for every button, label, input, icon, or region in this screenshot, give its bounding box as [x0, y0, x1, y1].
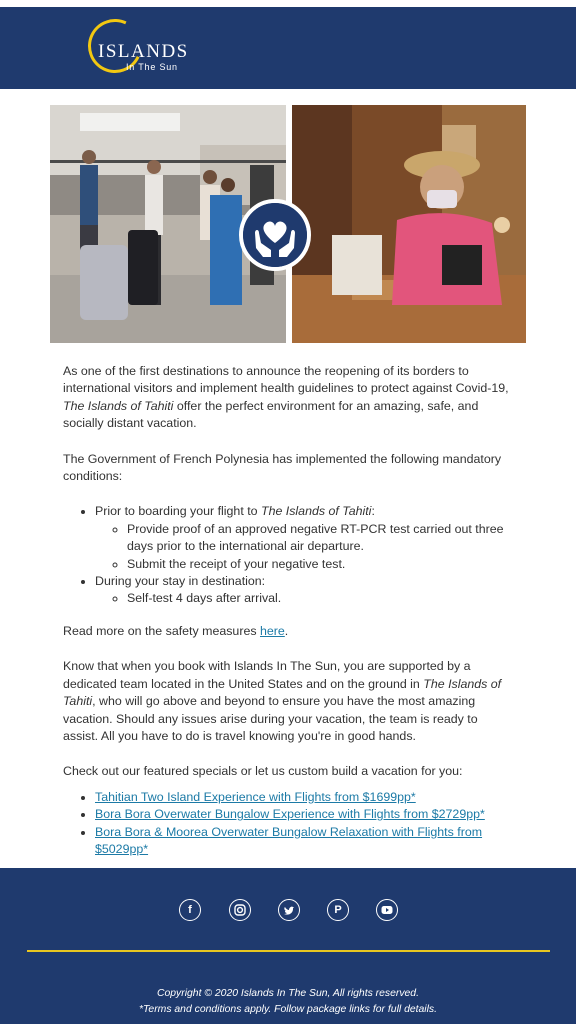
- safety-measures-link[interactable]: here: [259, 623, 285, 638]
- special-link-tahitian-two-island[interactable]: Tahitian Two Island Experience with Flights from $1699pp*: [95, 789, 416, 804]
- read-more-paragraph: Read more on the safety measures here.: [63, 623, 289, 638]
- sub-list: [95, 521, 513, 573]
- youtube-icon[interactable]: [376, 899, 398, 921]
- list-item: ◦ Provide proof of an approved negative RT-PCR test carried out three days prior to the international air departure.: [127, 521, 513, 556]
- government-paragraph: The Government of French Polynesia has implemented the following mandatory conditions:: [63, 451, 502, 484]
- pinterest-icon[interactable]: P: [327, 899, 349, 921]
- footer: [0, 868, 576, 1024]
- list-item: ◦ Self-test 4 days after arrival.: [127, 590, 513, 607]
- social-icons: [0, 899, 576, 923]
- copyright-text: Copyright © 2020 Islands In The Sun, All rights reserved.: [157, 988, 419, 999]
- destination-name: The Islands of Tahiti: [63, 398, 174, 413]
- special-link-bora-bora-moorea[interactable]: Bora Bora & Moorea Overwater Bungalow Relaxation with Flights from $5029pp*: [95, 824, 483, 856]
- header: [0, 7, 576, 89]
- specials-list: [63, 789, 513, 859]
- logo-name: ISLANDS: [98, 41, 189, 62]
- twitter-icon[interactable]: [278, 899, 300, 921]
- terms-text: *Terms and conditions apply. Follow package links for full details.: [138, 1004, 437, 1015]
- email-body: [63, 363, 513, 873]
- special-link-bora-bora-bungalow[interactable]: Bora Bora Overwater Bungalow Experience with Flights from $2729pp*: [95, 807, 485, 822]
- instagram-icon[interactable]: [229, 899, 251, 921]
- intro-paragraph: As one of the first destinations to announce the reopening of its borders to international visitors and implement health guidelines to protect against Covid-19, The Islands of Tahiti offer the perfect environment for an amazing, safe, and socially distant vacation.: [63, 364, 509, 431]
- facebook-icon[interactable]: f: [179, 899, 201, 921]
- footer-divider: [27, 950, 550, 952]
- specials-intro: Check out our featured specials or let us custom build a vacation for you:: [63, 764, 463, 779]
- list-item: ◦ Submit the receipt of your negative test.: [127, 556, 513, 573]
- heart-hands-icon: [239, 199, 311, 271]
- footer-text: [0, 986, 576, 1018]
- hero-photos: [0, 89, 576, 357]
- brand-logo[interactable]: [88, 15, 208, 81]
- list-item: [95, 806, 513, 823]
- support-paragraph: Know that when you book with Islands In The Sun, you are supported by a dedicated team located in the United States and on the ground in The Islands of Tahiti, who will go above and beyond to ensure you have the most amazing vacation. Should any issues arise during your vacation, the team is ready to assist. All you have to do is travel knowing you're in good hands.: [63, 659, 502, 743]
- logo-tagline: In The Sun: [126, 62, 178, 72]
- list-item: [95, 824, 513, 859]
- sub-list: [95, 590, 513, 607]
- list-item: • During your stay in destination: ◦ Self-test 4 days after arrival.: [95, 573, 513, 608]
- welcome-desk-photo: [292, 105, 526, 343]
- top-strip: [0, 0, 576, 7]
- list-item: • Prior to boarding your flight to The Islands of Tahiti: ◦ Provide proof of an approved negative RT-PCR test carried out three days prior to the international air departure. ◦ Submit the receipt of your negative test.: [95, 503, 513, 573]
- list-item: [95, 789, 513, 806]
- conditions-list: [63, 503, 513, 607]
